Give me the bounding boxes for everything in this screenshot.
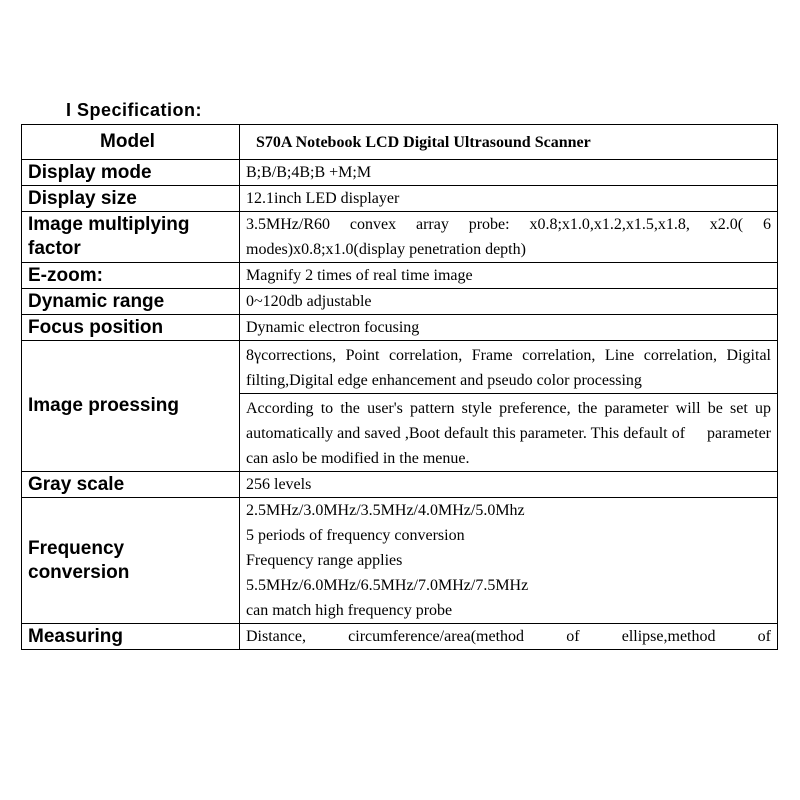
- row-value-image-processing-a: 8γcorrections, Point correlation, Frame correlation, Line correlation, Digital filting,Digital edge enhancement and pseudo color processing: [240, 341, 778, 394]
- table-row: [22, 315, 778, 341]
- table-row: [22, 186, 778, 212]
- table-row: [22, 289, 778, 315]
- row-label-display-mode: Display mode: [22, 160, 240, 186]
- row-label-focus-position: Focus position: [22, 315, 240, 341]
- row-value-dynamic-range: 0~120db adjustable: [240, 289, 778, 315]
- table-row: [22, 498, 778, 624]
- row-value-focus-position: Dynamic electron focusing: [240, 315, 778, 341]
- table-row: [22, 212, 778, 263]
- label-line-2: factor: [28, 238, 81, 259]
- table-row: [22, 263, 778, 289]
- row-value-image-multiplying: 3.5MHz/R60 convex array probe: x0.8;x1.0,x1.2,x1.5,x1.8, x2.0( 6 modes)x0.8;x1.0(display penetration depth): [240, 212, 778, 263]
- row-value-e-zoom: Magnify 2 times of real time image: [240, 263, 778, 289]
- label-line-1: Image multiplying: [28, 214, 190, 235]
- model-header: Model: [22, 125, 240, 160]
- processing-text-2: parameter can aslo be modified in the menue.: [246, 425, 771, 467]
- frequency-line: can match high frequency probe: [246, 602, 453, 619]
- row-label-image-multiplying: [22, 212, 240, 263]
- label-line-2: conversion: [28, 561, 130, 583]
- row-label-frequency-conversion: [22, 498, 240, 624]
- frequency-line: Frequency range applies: [246, 552, 403, 569]
- label-line-1: Frequency: [28, 537, 125, 559]
- table-row: [22, 341, 778, 394]
- row-value-image-processing-b: [240, 394, 778, 472]
- row-label-image-processing: Image proessing: [22, 341, 240, 472]
- frequency-line: 5.5MHz/6.0MHz/6.5MHz/7.0MHz/7.5MHz: [246, 577, 529, 594]
- row-label-gray-scale: Gray scale: [22, 472, 240, 498]
- row-value-gray-scale: 256 levels: [240, 472, 778, 498]
- row-value-measuring: [240, 624, 778, 650]
- section-title: I Specification:: [66, 100, 203, 120]
- row-value-display-size: 12.1inch LED displayer: [240, 186, 778, 212]
- row-label-display-size: Display size: [22, 186, 240, 212]
- model-name: S70A Notebook LCD Digital Ultrasound Scanner: [240, 125, 778, 160]
- specification-table: [21, 124, 778, 650]
- frequency-line: 5 periods of frequency conversion: [246, 527, 465, 544]
- row-value-frequency-conversion: [240, 498, 778, 624]
- measuring-text: Distance, circumference/area(method of ellipse,method of: [246, 628, 771, 645]
- row-label-dynamic-range: Dynamic range: [22, 289, 240, 315]
- row-label-measuring: Measuring: [22, 624, 240, 650]
- table-row: [22, 160, 778, 186]
- table-header-row: [22, 125, 778, 160]
- row-label-e-zoom: E-zoom:: [22, 263, 240, 289]
- frequency-line: 2.5MHz/3.0MHz/3.5MHz/4.0MHz/5.0Mhz: [246, 502, 525, 519]
- table-row: [22, 472, 778, 498]
- row-value-display-mode: B;B/B;4B;B +M;M: [240, 160, 778, 186]
- processing-text-1: According to the user's pattern style preference, the parameter will be set up automatically and saved ,Boot default this parameter. This default of: [246, 400, 771, 442]
- table-row: [22, 624, 778, 650]
